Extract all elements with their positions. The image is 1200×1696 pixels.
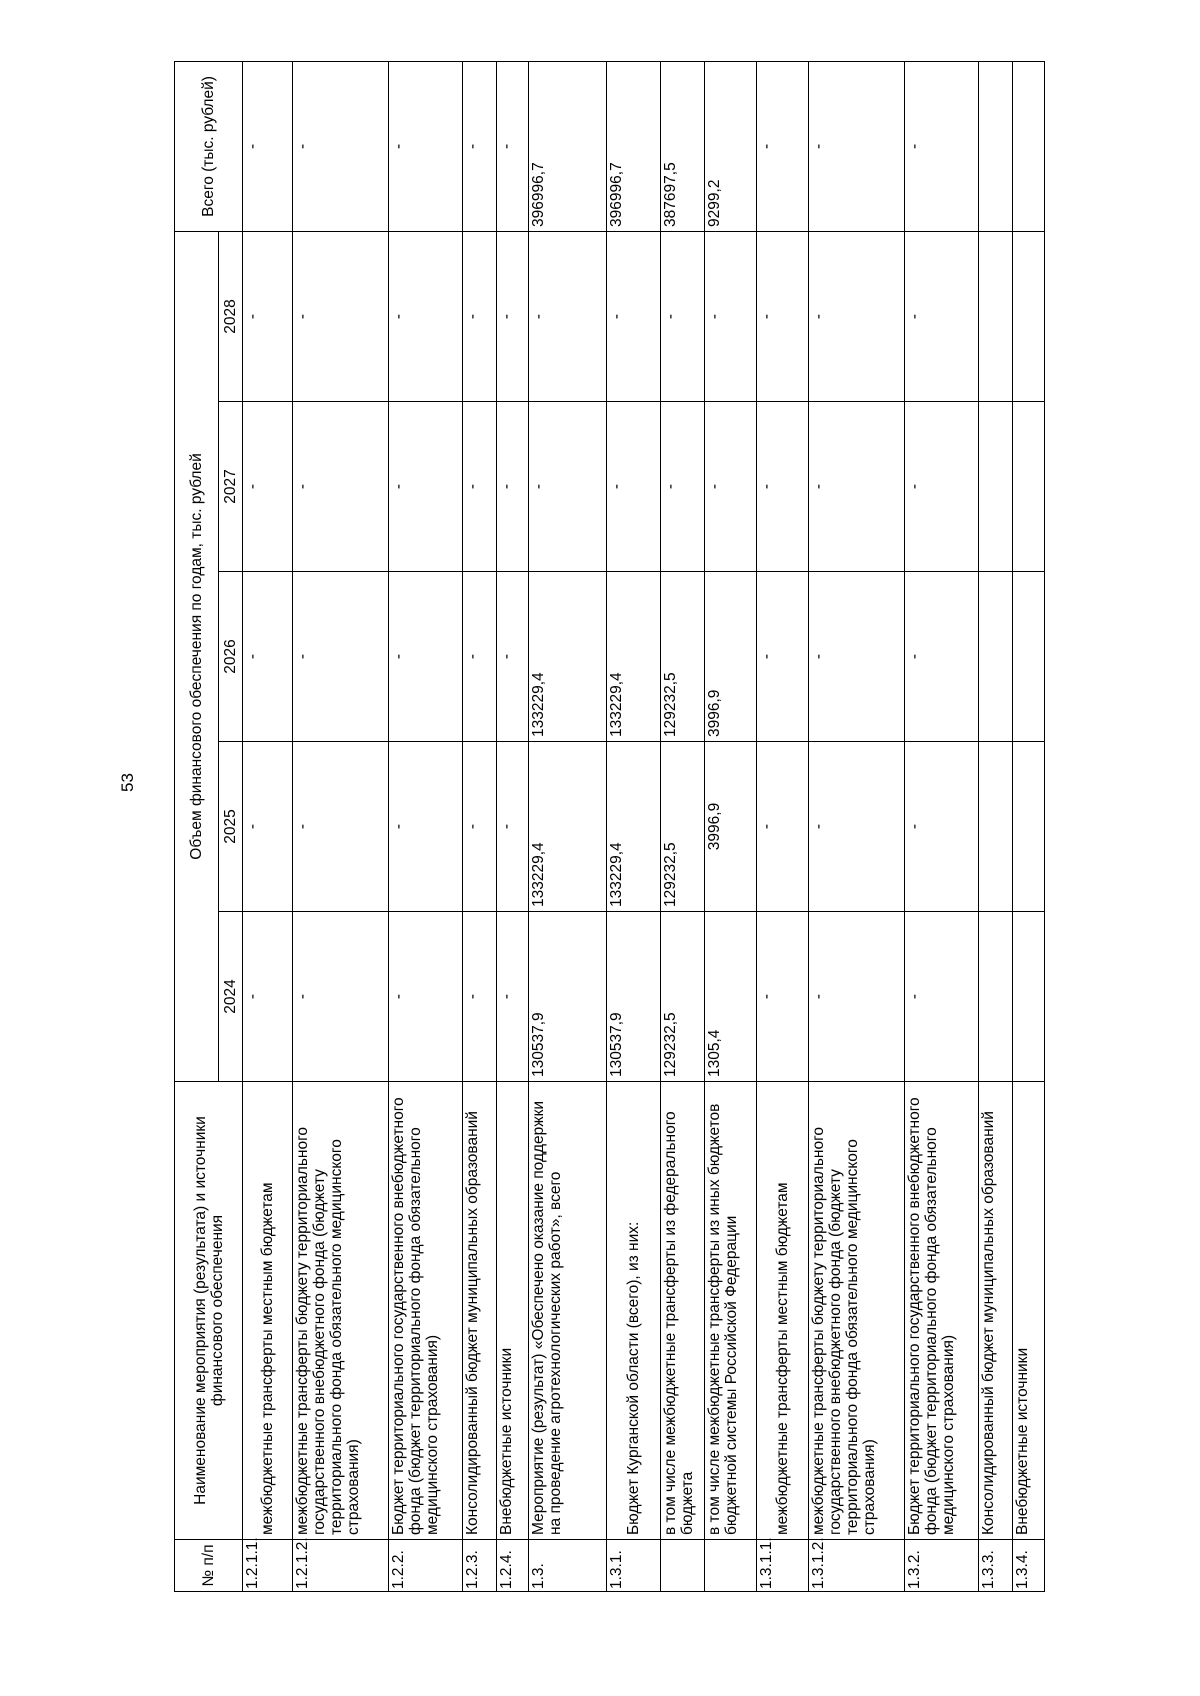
row-value-2026: 133229,4 bbox=[529, 572, 607, 742]
row-name: межбюджетные трансферты местным бюджетам bbox=[243, 1082, 293, 1540]
row-name: Бюджет территориального государственного внебюджетного фонда (бюджет территориального фонда обязательного медицинского страхования) bbox=[905, 1082, 979, 1540]
row-value-2026: - bbox=[757, 572, 809, 742]
row-value-2025: - bbox=[809, 742, 905, 912]
row-num: 1.3.1. bbox=[607, 1540, 661, 1592]
row-num: 1.3.1.2. bbox=[809, 1540, 905, 1592]
financing-table bbox=[174, 61, 1045, 1592]
row-value-2028: - bbox=[905, 231, 979, 401]
row-value-2026: - bbox=[905, 572, 979, 742]
row-value-2024: - bbox=[463, 912, 497, 1082]
table-row bbox=[389, 61, 463, 1591]
table-row bbox=[607, 61, 661, 1591]
row-num bbox=[661, 1540, 705, 1592]
row-value-2024: 130537,9 bbox=[607, 912, 661, 1082]
row-value-2028: - bbox=[293, 231, 389, 401]
header-num: № п/п bbox=[175, 1540, 243, 1592]
row-num: 1.3.2. bbox=[905, 1540, 979, 1592]
row-total bbox=[979, 61, 1013, 231]
row-num: 1.2.2. bbox=[389, 1540, 463, 1592]
row-num: 1.2.4. bbox=[497, 1540, 529, 1592]
row-value-2027: - bbox=[497, 402, 529, 572]
table-row bbox=[497, 61, 529, 1591]
row-value-2026: - bbox=[809, 572, 905, 742]
row-value-2026: - bbox=[293, 572, 389, 742]
row-value-2026: - bbox=[463, 572, 497, 742]
row-name: Внебюджетные источники bbox=[1013, 1082, 1045, 1540]
table-row bbox=[705, 61, 757, 1591]
row-total: 396996,7 bbox=[529, 61, 607, 231]
row-name: Мероприятие (результат) «Обеспечено оказание поддержки на проведение агротехнологических работ», всего bbox=[529, 1082, 607, 1540]
row-value-2026: - bbox=[497, 572, 529, 742]
table-row bbox=[809, 61, 905, 1591]
row-value-2024: - bbox=[497, 912, 529, 1082]
row-value-2024: - bbox=[293, 912, 389, 1082]
row-value-2026: - bbox=[243, 572, 293, 742]
row-value-2028: - bbox=[757, 231, 809, 401]
row-value-2028: - bbox=[705, 231, 757, 401]
row-value-2028 bbox=[979, 231, 1013, 401]
rotated-table-container bbox=[174, 62, 1102, 1592]
header-year-2028: 2028 bbox=[219, 231, 243, 401]
header-year-2026: 2026 bbox=[219, 572, 243, 742]
row-value-2025: 3996,9 bbox=[705, 742, 757, 912]
row-value-2028: - bbox=[809, 231, 905, 401]
row-name: межбюджетные трансферты местным бюджетам bbox=[757, 1082, 809, 1540]
row-name: Бюджет Курганской области (всего), из них: bbox=[607, 1082, 661, 1540]
row-total: - bbox=[757, 61, 809, 231]
row-name: Консолидированный бюджет муниципальных образований bbox=[979, 1082, 1013, 1540]
header-name: Наименование мероприятия (результата) и источники финансового обеспечения bbox=[175, 1082, 243, 1540]
table-row bbox=[1013, 61, 1045, 1591]
row-value-2028: - bbox=[661, 231, 705, 401]
row-value-2025 bbox=[1013, 742, 1045, 912]
header-year-2025: 2025 bbox=[219, 742, 243, 912]
row-value-2025: - bbox=[497, 742, 529, 912]
row-value-2024 bbox=[1013, 912, 1045, 1082]
table-row bbox=[905, 61, 979, 1591]
row-value-2027: - bbox=[389, 402, 463, 572]
row-name: Внебюджетные источники bbox=[497, 1082, 529, 1540]
row-value-2026: 129232,5 bbox=[661, 572, 705, 742]
row-value-2027: - bbox=[757, 402, 809, 572]
row-num: 1.3.4. bbox=[1013, 1540, 1045, 1592]
row-value-2028: - bbox=[497, 231, 529, 401]
row-num: 1.2.1.2. bbox=[293, 1540, 389, 1592]
row-name: в том числе межбюджетные трансферты из иных бюджетов бюджетной системы Российской Федерации bbox=[705, 1082, 757, 1540]
table-row bbox=[243, 61, 293, 1591]
row-value-2024: - bbox=[389, 912, 463, 1082]
row-value-2025: - bbox=[389, 742, 463, 912]
row-value-2025: - bbox=[463, 742, 497, 912]
row-value-2028: - bbox=[243, 231, 293, 401]
row-name: Консолидированный бюджет муниципальных образований bbox=[463, 1082, 497, 1540]
row-value-2027: - bbox=[705, 402, 757, 572]
row-value-2026 bbox=[979, 572, 1013, 742]
row-value-2026 bbox=[1013, 572, 1045, 742]
row-value-2027: - bbox=[529, 402, 607, 572]
row-num: 1.3.3. bbox=[979, 1540, 1013, 1592]
row-name: в том числе межбюджетные трансферты из федерального бюджета bbox=[661, 1082, 705, 1540]
row-value-2024: - bbox=[809, 912, 905, 1082]
row-total: - bbox=[293, 61, 389, 231]
row-value-2025: - bbox=[243, 742, 293, 912]
row-value-2027: - bbox=[243, 402, 293, 572]
row-value-2024: 130537,9 bbox=[529, 912, 607, 1082]
row-total: - bbox=[243, 61, 293, 231]
row-value-2028: - bbox=[463, 231, 497, 401]
row-total: 396996,7 bbox=[607, 61, 661, 231]
row-num bbox=[705, 1540, 757, 1592]
row-value-2025: 133229,4 bbox=[529, 742, 607, 912]
row-name: Бюджет территориального государственного внебюджетного фонда (бюджет территориального фонда обязательного медицинского страхования) bbox=[389, 1082, 463, 1540]
row-total: - bbox=[389, 61, 463, 231]
row-total: - bbox=[497, 61, 529, 231]
row-value-2027: - bbox=[661, 402, 705, 572]
row-num: 1.3. bbox=[529, 1540, 607, 1592]
row-value-2026: 3996,9 bbox=[705, 572, 757, 742]
row-value-2024: - bbox=[905, 912, 979, 1082]
row-value-2026: - bbox=[389, 572, 463, 742]
row-value-2027 bbox=[1013, 402, 1045, 572]
row-total: - bbox=[809, 61, 905, 231]
row-name: межбюджетные трансферты бюджету территориального государственного внебюджетного фонда (бюджету территориального фонда обязательного медицинского страхования) bbox=[809, 1082, 905, 1540]
row-total: - bbox=[463, 61, 497, 231]
row-num: 1.2.1.1. bbox=[243, 1540, 293, 1592]
row-value-2025: 133229,4 bbox=[607, 742, 661, 912]
row-total: 9299,2 bbox=[705, 61, 757, 231]
row-value-2024 bbox=[979, 912, 1013, 1082]
row-value-2024: 1305,4 bbox=[705, 912, 757, 1082]
row-value-2025: - bbox=[905, 742, 979, 912]
row-value-2025: - bbox=[293, 742, 389, 912]
row-total bbox=[1013, 61, 1045, 231]
row-value-2028: - bbox=[389, 231, 463, 401]
table-row bbox=[529, 61, 607, 1591]
row-value-2025 bbox=[979, 742, 1013, 912]
row-value-2027: - bbox=[607, 402, 661, 572]
table-row bbox=[463, 61, 497, 1591]
header-years-group: Объем финансового обеспечения по годам, тыс. рублей bbox=[175, 231, 219, 1081]
header-total: Всего (тыс. рублей) bbox=[175, 61, 243, 231]
row-name: межбюджетные трансферты бюджету территориального государственного внебюджетного фонда (бюджету территориального фонда обязательного медицинского страхования) bbox=[293, 1082, 389, 1540]
header-year-2027: 2027 bbox=[219, 402, 243, 572]
row-num: 1.3.1.1. bbox=[757, 1540, 809, 1592]
row-value-2026: 133229,4 bbox=[607, 572, 661, 742]
table-row bbox=[757, 61, 809, 1591]
row-value-2027: - bbox=[905, 402, 979, 572]
row-value-2024: - bbox=[757, 912, 809, 1082]
row-value-2027 bbox=[979, 402, 1013, 572]
page-number: 53 bbox=[118, 773, 137, 792]
row-value-2028: - bbox=[529, 231, 607, 401]
table-row bbox=[979, 61, 1013, 1591]
row-num: 1.2.3. bbox=[463, 1540, 497, 1592]
row-value-2028: - bbox=[607, 231, 661, 401]
row-total: - bbox=[905, 61, 979, 231]
row-value-2027: - bbox=[809, 402, 905, 572]
table-row bbox=[293, 61, 389, 1591]
row-value-2028 bbox=[1013, 231, 1045, 401]
table-row bbox=[661, 61, 705, 1591]
header-year-2024: 2024 bbox=[219, 912, 243, 1082]
row-value-2027: - bbox=[293, 402, 389, 572]
row-value-2025: - bbox=[757, 742, 809, 912]
row-value-2024: 129232,5 bbox=[661, 912, 705, 1082]
row-value-2027: - bbox=[463, 402, 497, 572]
row-total: 387697,5 bbox=[661, 61, 705, 231]
row-value-2025: 129232,5 bbox=[661, 742, 705, 912]
row-value-2024: - bbox=[243, 912, 293, 1082]
